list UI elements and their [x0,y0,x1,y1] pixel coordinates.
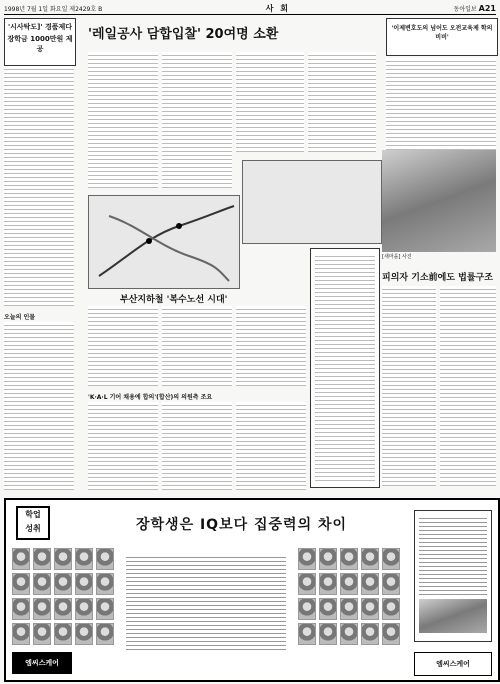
side-article-box [310,248,380,488]
ad-student-grid-right [298,548,400,645]
left-subhead: 장학금 1000만원 제공 [7,35,73,53]
page-header [4,2,496,15]
map-article-col-1 [88,306,158,386]
ad-badge-bottom: 성취 [25,524,41,533]
subway-map-graphic [88,195,240,289]
map-headline: 부산지하철 '복수노선 시대' [120,295,228,305]
subway-line-diagram [242,160,382,244]
left-column-tag: 오늘의 인물 [4,314,36,321]
main-headline: '레일공사 담합입찰' 20여명 소환 [88,26,279,42]
kal-article-col-1 [88,402,158,490]
left-article-text-2 [4,322,74,490]
right-article-col-1 [382,286,436,486]
kal-article-col-2 [162,402,232,490]
main-article-col-4 [308,52,376,152]
right-box-title: '이제변호도의 넘어도 오전교육제 학의비비' [391,25,493,41]
left-kicker: '시사탁도]' 경품제다 [7,23,73,31]
page-number: A21 [478,3,496,13]
ad-body-text [126,554,286,650]
kal-article-col-3 [236,402,306,490]
main-article-col-1 [88,52,158,188]
map-article-col-2 [162,306,232,386]
right-top-box [386,18,498,56]
right-article-col-2 [440,286,496,486]
advertisement [4,498,500,682]
left-article-text [4,66,74,306]
header-date: 1998년 7월 1일 화요일 제2429호 B [4,5,103,13]
ad-side-panel [414,510,492,642]
crowd-photo [382,150,496,252]
kal-headline: 'K·A·L 기어 채용에 합의'(합산)의 의원측 조요 [88,394,213,401]
main-article-col-3 [236,52,304,152]
ad-brand-logo: 엠씨스케어 [12,652,72,674]
ad-brand-logo-right: 엠씨스케어 [414,652,492,676]
section-title: 사 회 [265,3,290,13]
map-article-col-3 [236,306,306,386]
left-headline-box [4,18,76,66]
ad-title: 장학생은 IQ보다 집중력의 차이 [136,517,348,533]
ad-student-grid-left [12,548,114,645]
photo-caption: [새마을] 사진 [382,254,412,260]
ad-badge [16,506,50,540]
right-article-headline: 피의자 기소前에도 법률구조 [382,273,493,283]
subway-map-svg [89,196,239,288]
ad-badge-top: 학업 [25,510,41,519]
ad-product-photo [419,599,487,633]
main-article-col-2 [162,52,232,188]
paper-name: 동아일보 [453,5,477,13]
